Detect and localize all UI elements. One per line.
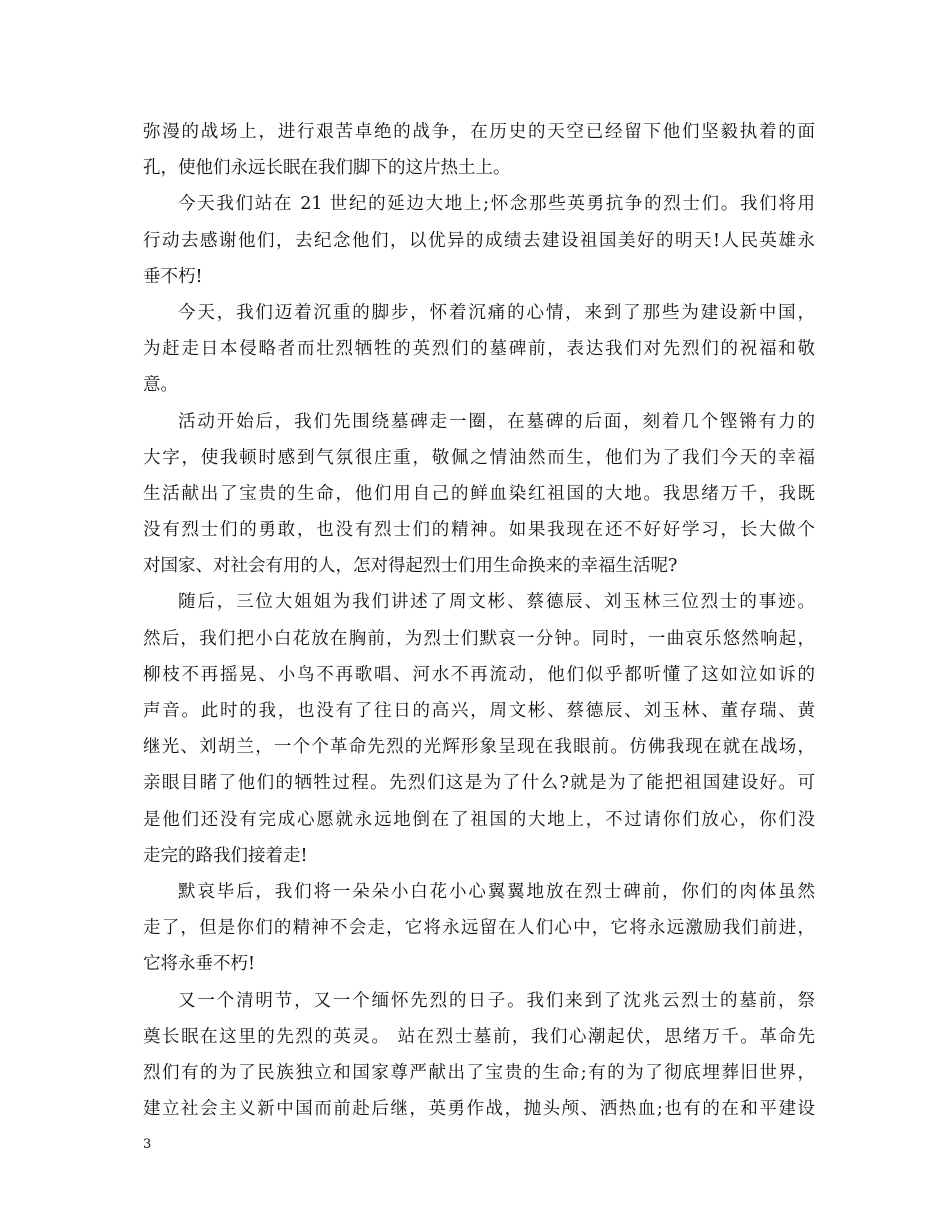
text-line: 声音。此时的我，也没有了往日的高兴，周文彬、蔡德辰、刘玉林、董存瑞、黄 [143,701,815,721]
text-line: 奠长眠在这里的先烈的英灵。 站在烈士墓前，我们心潮起伏，思绪万千。革命先 [143,1026,815,1047]
text-line: 是他们还没有完成心愿就永远地倒在了祖国的大地上，不过请你们放心，你们没 [143,809,815,830]
page-number: 3 [143,1137,152,1152]
text-line: 活动开始后，我们先围绕墓碑走一圈，在墓碑的后面，刻着几个铿锵有力的 [178,411,815,432]
text-line: 亲眼目睹了他们的牺牲过程。先烈们这是为了什么?就是为了能把祖国建设好。可 [143,773,815,794]
text-line: 没有烈士们的勇敢，也没有烈士们的精神。如果我现在还不好好学习，长大做个 [143,520,815,541]
text-line: 建立社会主义新中国而前赴后继，英勇作战，抛头颅、洒热血;也有的在和平建设 [143,1099,815,1120]
text-line: 今天我们站在 21 世纪的延边大地上;怀念那些英勇抗争的烈士们。我们将用 [178,194,815,215]
text-line: 为赶走日本侵略者而壮烈牺牲的英烈们的墓碑前，表达我们对先烈们的祝福和敬 [143,339,815,360]
text-line: 默哀毕后，我们将一朵朵小白花小心翼翼地放在烈士碑前，你们的肉体虽然 [178,881,815,902]
text-line: 柳枝不再摇晃、小鸟不再歌唱、河水不再流动，他们似乎都听懂了这如泣如诉的 [143,664,815,685]
text-line: 对国家、对社会有用的人，怎对得起烈士们用生命换来的幸福生活呢? [143,556,678,577]
text-line: 然后，我们把小白花放在胸前，为烈士们默哀一分钟。同时，一曲哀乐悠然响起， [143,628,815,649]
text-line: 孔，使他们永远长眠在我们脚下的这片热土上。 [143,158,511,179]
text-line: 意。 [143,375,178,396]
text-line: 大字，使我顿时感到气氛很庄重，敬佩之情油然而生，他们为了我们今天的幸福 [143,447,815,468]
text-line: 随后，三位大姐姐为我们讲述了周文彬、蔡德辰、刘玉林三位烈士的事迹。 [178,592,815,613]
text-line: 生活献出了宝贵的生命，他们用自己的鲜血染红祖国的大地。我思绪万千，我既 [143,483,815,504]
text-line: 弥漫的战场上，进行艰苦卓绝的战争，在历史的天空已经留下他们坚毅执着的面 [143,122,815,142]
text-line: 它将永垂不朽! [143,954,256,975]
text-line: 又一个清明节，又一个缅怀先烈的日子。我们来到了沈兆云烈士的墓前，祭 [178,990,815,1011]
body-text [143,114,815,1127]
text-line: 行动去感谢他们，去纪念他们，以优异的成绩去建设祖国美好的明天!人民英雄永 [143,230,815,251]
text-line: 今天，我们迈着沉重的脚步，怀着沉痛的心情，来到了那些为建设新中国， [178,302,815,323]
text-line: 垂不朽! [143,266,203,287]
text-line: 走完的路我们接着走! [143,845,308,866]
text-line: 继光、刘胡兰，一个个革命先烈的光辉形象呈现在我眼前。仿佛我现在就在战场， [143,737,815,758]
text-line: 烈们有的为了民族独立和国家尊严献出了宝贵的生命;有的为了彻底埋葬旧世界， [143,1062,815,1083]
text-line: 走了，但是你们的精神不会走，它将永远留在人们心中，它将永远激励我们前进， [143,918,815,939]
